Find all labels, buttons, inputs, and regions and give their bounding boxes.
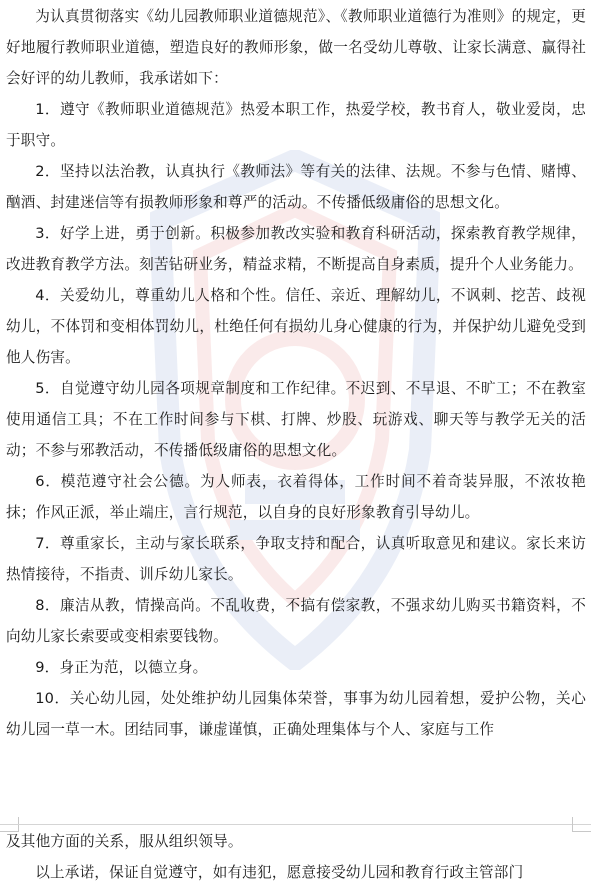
pledge-item-5: 5．自觉遵守幼儿园各项规章制度和工作纪律。不迟到、不早退、不旷工；不在教室使用通信工具；不在工作时间参与下棋、打牌、炒股、玩游戏、聊天等与教学无关的活动；不参与邪教活动，不传播低级庸俗的思想文化。 [6, 380, 586, 459]
page-break-line [0, 824, 591, 825]
next-page-text [6, 826, 586, 888]
pledge-item-3: 3．好学上进，勇于创新。积极参加教改实验和教育科研活动，探索教育教学规律，改进教育教学方法。刻苦钻研业务，精益求精，不断提高自身素质，提升个人业务能力。 [6, 225, 586, 273]
pledge-item-8: 8．廉洁从教，情操高尚。不乱收费，不搞有偿家教，不强求幼儿购买书籍资料，不向幼儿家长索要或变相索要钱物。 [6, 597, 586, 645]
pledge-text-body [6, 0, 586, 745]
pledge-item-6: 6．模范遵守社会公德。为人师表，衣着得体，工作时间不着奇装异服，不浓妆艳抹；作风正派，举止端庄，言行规范，以自身的良好形象教育引导幼儿。 [6, 473, 586, 521]
pledge-item-10-continuation: 及其他方面的关系，服从组织领导。 [6, 833, 243, 850]
pledge-item-7: 7．尊重家长，主动与家长联系，争取支持和配合，认真听取意见和建议。家长来访热情接待，不指责、训斥幼儿家长。 [6, 535, 586, 583]
pledge-item-2: 2．坚持以法治教，认真执行《教师法》等有关的法律、法规。不参与色情、赌博、酗酒、封建迷信等有损教师形象和尊严的活动。不传播低级庸俗的思想文化。 [6, 163, 586, 211]
intro-paragraph: 为认真贯彻落实《幼儿园教师职业道德规范》、《教师职业道德行为准则》的规定，更好地履行教师职业道德，塑造良好的教师形象，做一名受幼儿尊敬、让家长满意、赢得社会好评的幼儿教师，我承诺如下： [6, 8, 586, 87]
pledge-item-9: 9．身正为范，以德立身。 [35, 659, 208, 676]
pledge-item-1: 1．遵守《教师职业道德规范》热爱本职工作，热爱学校，教书育人，敬业爱岗，忠于职守。 [6, 101, 586, 149]
closing-paragraph: 以上承诺，保证自觉遵守，如有违犯，愿意接受幼儿园和教育行政主管部门 [35, 864, 524, 881]
pledge-item-4: 4．关爱幼儿，尊重幼儿人格和个性。信任、亲近、理解幼儿，不讽刺、挖苦、歧视幼儿，不体罚和变相体罚幼儿，杜绝任何有损幼儿身心健康的行为，并保护幼儿避免受到他人伤害。 [6, 287, 586, 366]
pledge-item-10: 10．关心幼儿园，处处维护幼儿园集体荣誉，事事为幼儿园着想，爱护公物，关心幼儿园一草一木。团结同事，谦虚谨慎，正确处理集体与个人、家庭与工作 [6, 690, 586, 738]
